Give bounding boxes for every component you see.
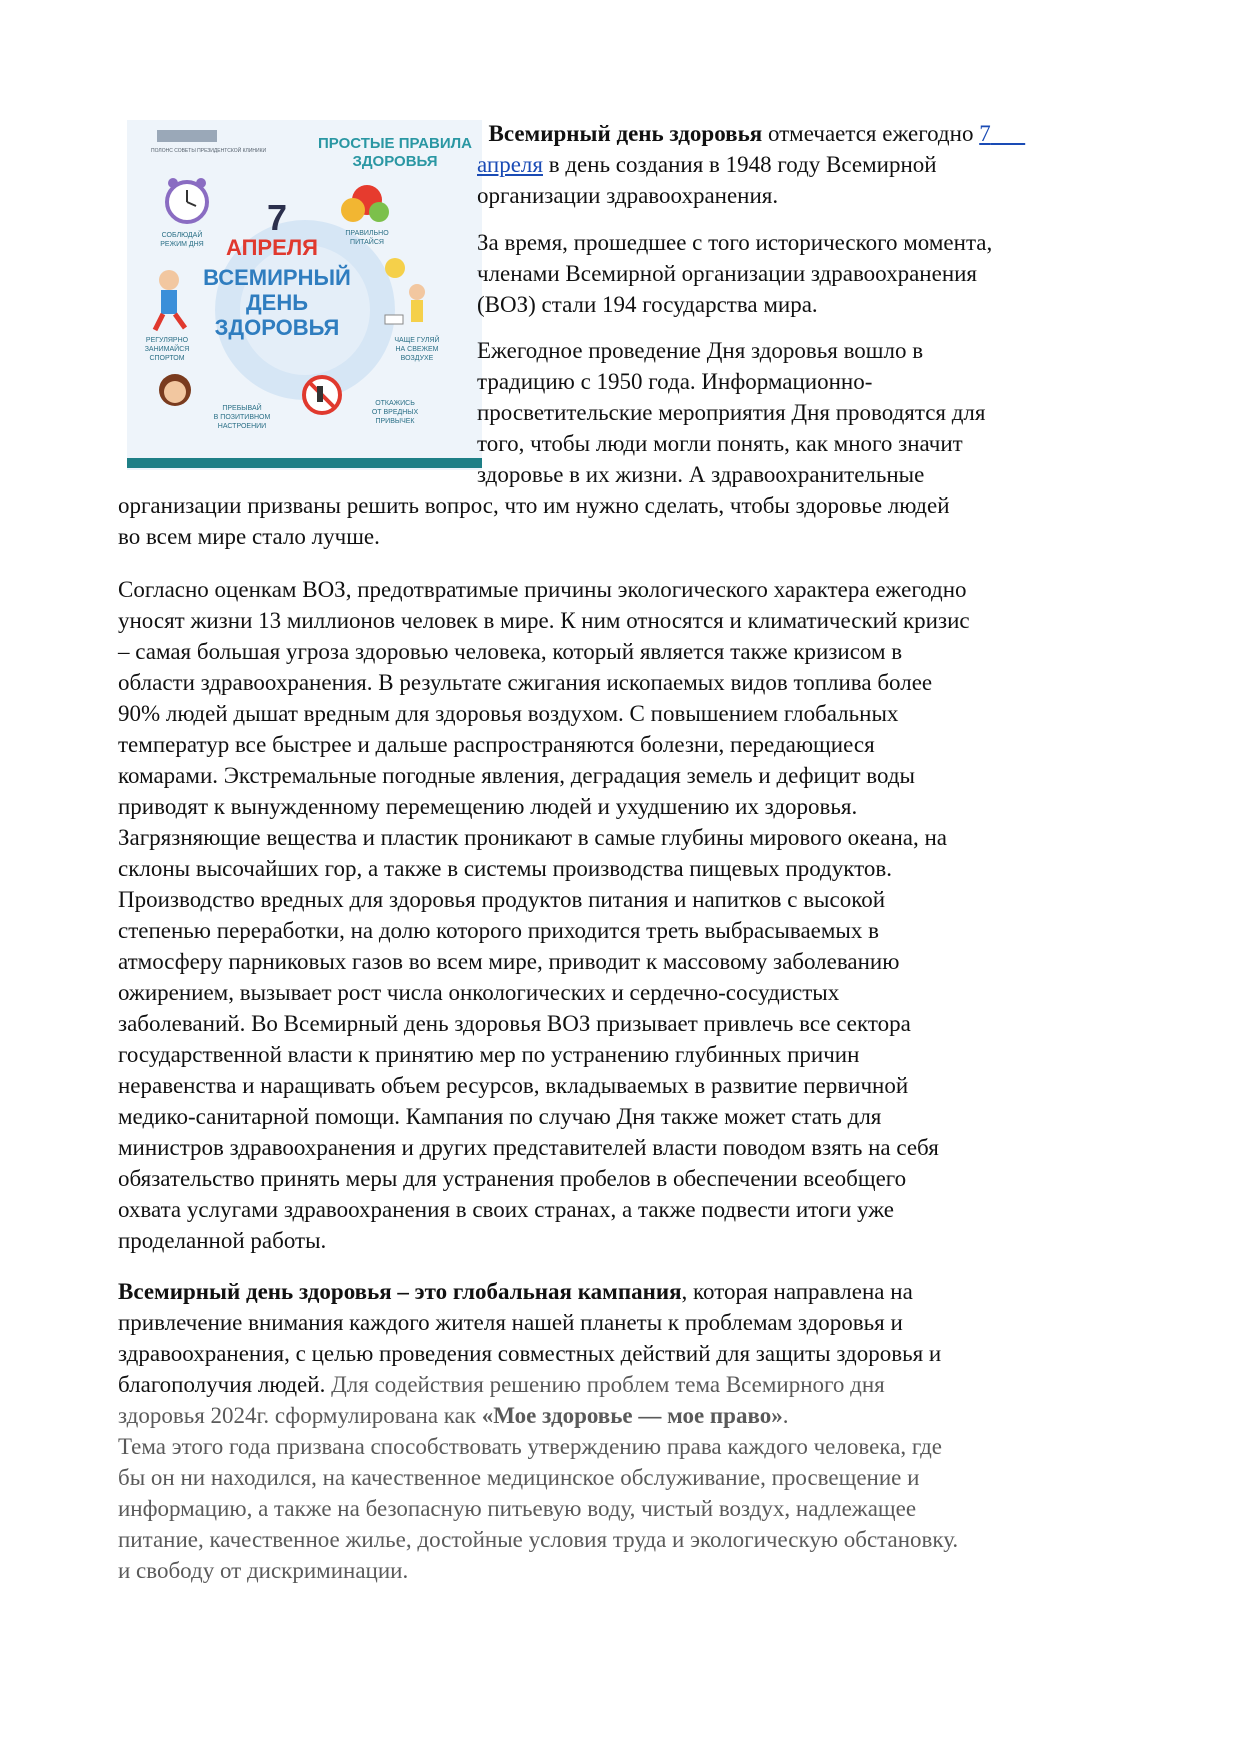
tip-mood-3: НАСТРОЕНИИ [217,423,267,430]
text-line: бы он ни находился, на качественное медицинское обслуживание, просвещение и [118,1465,920,1490]
tip-mood-2: В ПОЗИТИВНОМ [213,414,271,421]
no-bad-habits-icon [304,377,340,413]
intro-bold: Всемирный день здоровья [488,121,763,146]
text-line: и свободу от дискриминации. [118,1558,409,1583]
text-line: обязательство принять меры для устранения пробелов в обеспечении всеобщего [118,1166,907,1191]
text-line: здоровье в их жизни. А здравоохранительные [477,462,925,487]
text-line: уносят жизни 13 миллионов человек в мире. К ним относятся и климатический кризис [118,608,970,633]
intro-text-2: в день создания в 1948 году Всемирной [542,152,937,177]
text-line: комарами. Экстремальные погодные явления, деградация земель и дефицит воды [118,763,915,788]
theme-slogan: «Мое здоровье — мое право» [481,1403,783,1428]
tip-mood-1: ПРЕБЫВАЙ [222,405,262,412]
tip-habits-1: ОТКАЖИСЬ [375,400,415,407]
tip-sport-1: РЕГУЛЯРНО [145,337,189,344]
text-line: организации призваны решить вопрос, что им нужно сделать, чтобы здоровье людей [118,493,950,518]
text-line: Загрязняющие вещества и пластик проникают в самые глубины мирового океана, на [118,825,948,850]
poster-title-1: ПРОСТЫЕ ПРАВИЛА [317,135,473,152]
tip-sport-2: ЗАНИМАЙСЯ [144,346,190,353]
text-line: здоровья 2024г. сформулирована как [118,1403,482,1428]
text-line: просветительские мероприятия Дня проводятся для [477,400,986,425]
poster-day-number: 7 [266,197,288,238]
text-line: степенью переработки, на долю которого приходится треть выбрасываемых в [118,918,879,943]
tradition-paragraph [477,335,1133,490]
tradition-paragraph-continued [118,490,1130,552]
text-line: неравенства и наращивать объем ресурсов, вкладываемых в развитие первичной [118,1073,909,1098]
text-line: приводят к вынужденному перемещению людей и ухудшению их здоровья. [118,794,858,819]
campaign-paragraph [118,1276,1130,1431]
tip-walk-1: ЧАЩЕ ГУЛЯЙ [394,337,440,344]
text-line: , которая направлена на [681,1279,913,1304]
text-line: температур все быстрее и дальше распространяются болезни, передающиеся [118,732,875,757]
text-line: того, чтобы люди могли понять, как много значит [477,431,963,456]
text-line: проделанной работы. [118,1228,327,1253]
poster-event-3: ЗДОРОВЬЯ [214,315,340,340]
date-link-month[interactable]: апреля [477,152,543,177]
members-paragraph [477,227,1133,320]
text-line: питание, качественное жилье, достойные условия труда и экологическую обстановку. [118,1527,959,1552]
text-line: – самая большая угроза здоровью человека, который является также кризисом в [118,639,903,664]
text-line: заболеваний. Во Всемирный день здоровья ВОЗ призывает привлечь все сектора [118,1011,911,1036]
text-line: (ВОЗ) стали 194 государства мира. [477,292,818,317]
tip-walk-3: ВОЗДУХЕ [400,355,434,362]
text-line: склоны высочайших гор, а также в системы производства пищевых продуктов. [118,856,892,881]
text-line: Тема этого года призвана способствовать утверждению права каждого человека, где [118,1434,943,1459]
tip-walk-2: НА СВЕЖЕМ [395,346,439,353]
who-estimates-paragraph [118,574,1130,1256]
intro-text-3: организации здравоохранения. [477,183,779,208]
poster-bottom-bar [127,458,482,468]
tip-habits-3: ПРИВЫЧЕК [375,418,415,425]
text-line: традицию с 1950 года. Информационно- [477,369,873,394]
tip-food-1: ПРАВИЛЬНО [345,230,389,237]
text-line: членами Всемирной организации здравоохранения [477,261,978,286]
text-line: министров здравоохранения и других представителей власти поводом взять на себя [118,1135,939,1160]
date-link-day[interactable]: 7 [979,121,991,146]
theme-paragraph [118,1431,1130,1586]
text-line: Согласно оценкам ВОЗ, предотвратимые причины экологического характера ежегодно [118,577,967,602]
text-line: государственной власти к принятию мер по устранению глубинных причин [118,1042,860,1067]
text-line: информацию, а также на безопасную питьевую воду, чистый воздух, надлежащее [118,1496,917,1521]
health-day-poster [127,120,482,470]
intro-paragraph [477,118,1133,211]
tip-food-2: ПИТАЙСЯ [350,239,384,246]
text-line: благополучия людей. [118,1372,326,1397]
poster-event-2: ДЕНЬ [245,290,309,315]
org-name: ПОЛОНС СОВЕТЫ ПРЕЗИДЕНТСКОЙ КЛИНИКИ [151,148,267,154]
text-line: Для содействия решению проблем тема Всемирного дня [325,1372,885,1397]
text-line: во всем мире стало лучше. [118,524,380,549]
text-line: . [782,1403,789,1428]
tip-regime-1: СОБЛЮДАЙ [161,232,203,239]
text-line: Производство вредных для здоровья продуктов питания и напитков с высокой [118,887,886,912]
alarm-clock-icon [167,178,207,222]
intro-text-1: отмечается ежегодно [762,121,980,146]
text-line: атмосферу парниковых газов во всем мире, приводит к массовому заболеванию [118,949,900,974]
text-line: ожирением, вызывает рост числа онкологических и сердечно-сосудистых [118,980,840,1005]
text-line: 90% людей дышат вредным для здоровья воздухом. С повышением глобальных [118,701,899,726]
poster-title-2: ЗДОРОВЬЯ [352,153,438,170]
text-line: За время, прошедшее с того исторического момента, [477,230,993,255]
campaign-bold: Всемирный день здоровья – это глобальная кампания [118,1279,682,1304]
poster-event-1: ВСЕМИРНЫЙ [203,265,351,290]
text-line: Ежегодное проведение Дня здоровья вошло в [477,338,924,363]
text-line: медико-санитарной помощи. Кампания по случаю Дня также может стать для [118,1104,882,1129]
text-line: привлечение внимания каждого жителя нашей планеты к проблемам здоровья и [118,1310,903,1335]
tip-sport-3: СПОРТОМ [149,355,185,362]
tip-habits-2: ОТ ВРЕДНЫХ [371,409,419,416]
smiling-girl-icon [159,374,191,406]
poster-month: АПРЕЛЯ [225,235,319,260]
tip-regime-2: РЕЖИМ ДНЯ [160,241,204,248]
text-line: охвата услугами здравоохранения в своих странах, а также подвести итоги уже [118,1197,894,1222]
text-line: здравоохранения, с целью проведения совместных действий для защиты здоровья и [118,1341,942,1366]
text-line: области здравоохранения. В результате сжигания ископаемых видов топлива более [118,670,933,695]
